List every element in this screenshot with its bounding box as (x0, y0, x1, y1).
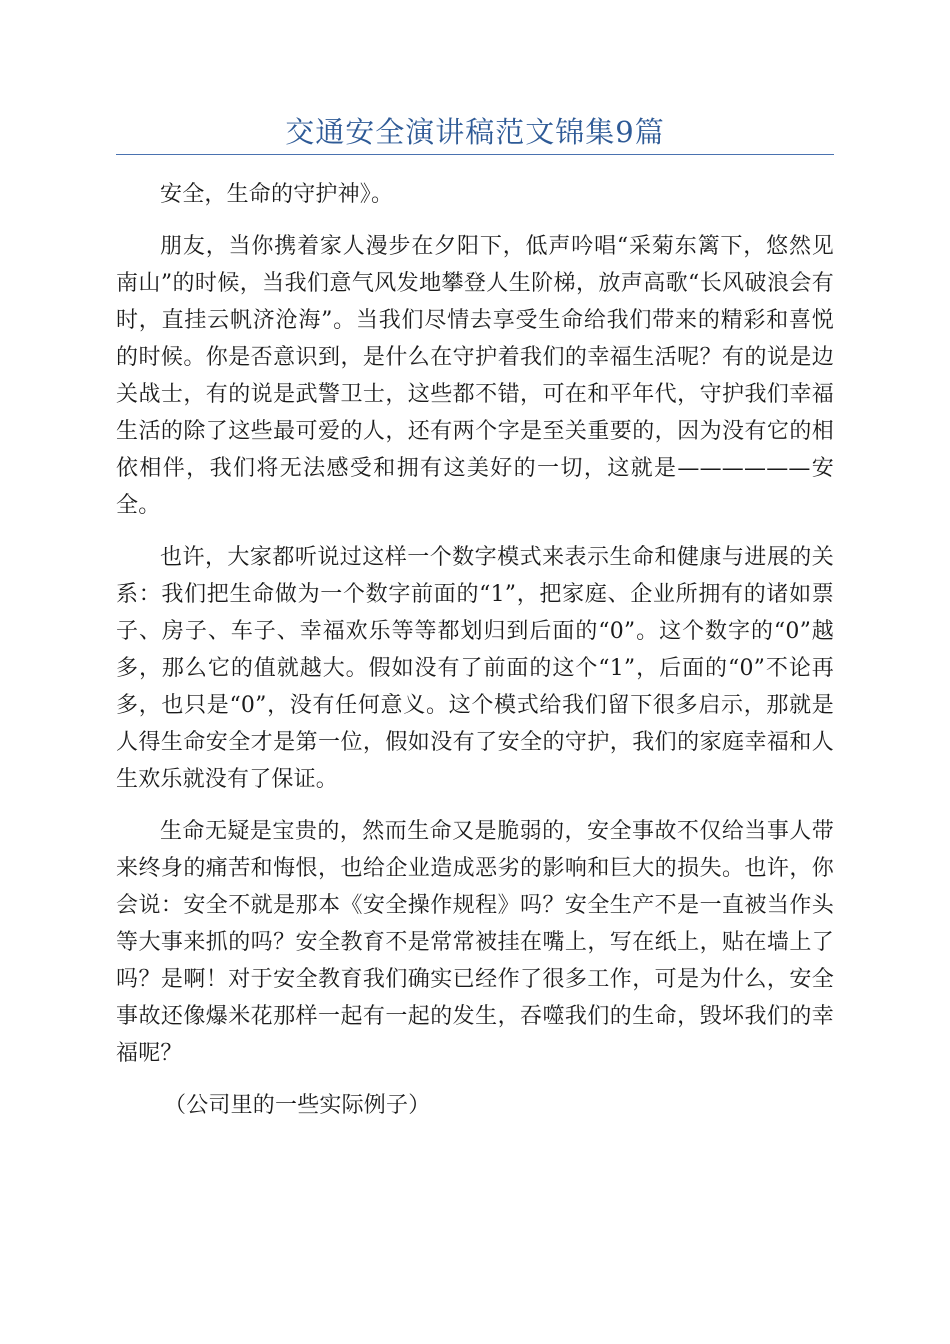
paragraph-3: 也许，大家都听说过这样一个数字模式来表示生命和健康与进展的关系：我们把生命做为一个数字前面的“1”，把家庭、企业所拥有的诸如票子、房子、车子、幸福欢乐等等都划归到后面的“0”。这个数字的“0”越多，那么它的值就越大。假如没有了前面的这个“1”，后面的“0”不论再多，也只是“0”，没有任何意义。这个模式给我们留下很多启示，那就是人得生命安全才是第一位，假如没有了安全的守护，我们的家庭幸福和人生欢乐就没有了保证。 (116, 545, 834, 792)
paragraph-4: 生命无疑是宝贵的，然而生命又是脆弱的，安全事故不仅给当事人带来终身的痛苦和悔恨，也给企业造成恶劣的影响和巨大的损失。也许，你会说：安全不就是那本《安全操作规程》吗？安全生产不是一直被当作头等大事来抓的吗？安全教育不是常常被挂在嘴上，写在纸上，贴在墙上了吗？是啊！对于安全教育我们确实已经作了很多工作，可是为什么，安全事故还像爆米花那样一起有一起的发生，吞噬我们的生命，毁坏我们的幸福呢？ (116, 819, 834, 1066)
paragraph-2: 朋友，当你携着家人漫步在夕阳下，低声吟唱“采菊东篱下，悠然见南山”的时候，当我们意气风发地攀登人生阶梯，放声高歌“长风破浪会有时，直挂云帆济沧海”。当我们尽情去享受生命给我们带来的精彩和喜悦的时候。你是否意识到，是什么在守护着我们的幸福生活呢？有的说是边关战士，有的说是武警卫士，这些都不错，可在和平年代，守护我们幸福生活的除了这些最可爱的人，还有两个字是至关重要的，因为没有它的相依相伴，我们将无法感受和拥有这美好的一切，这就是——————安全。 (116, 234, 834, 518)
title-underline (116, 154, 834, 155)
document-title: 交通安全演讲稿范文锦集9篇 (285, 115, 665, 149)
paragraph-1: 安全，生命的守护神》。 (160, 182, 394, 207)
paragraph-5: （公司里的一些实际例子） (164, 1093, 431, 1118)
document-body (116, 176, 834, 1139)
